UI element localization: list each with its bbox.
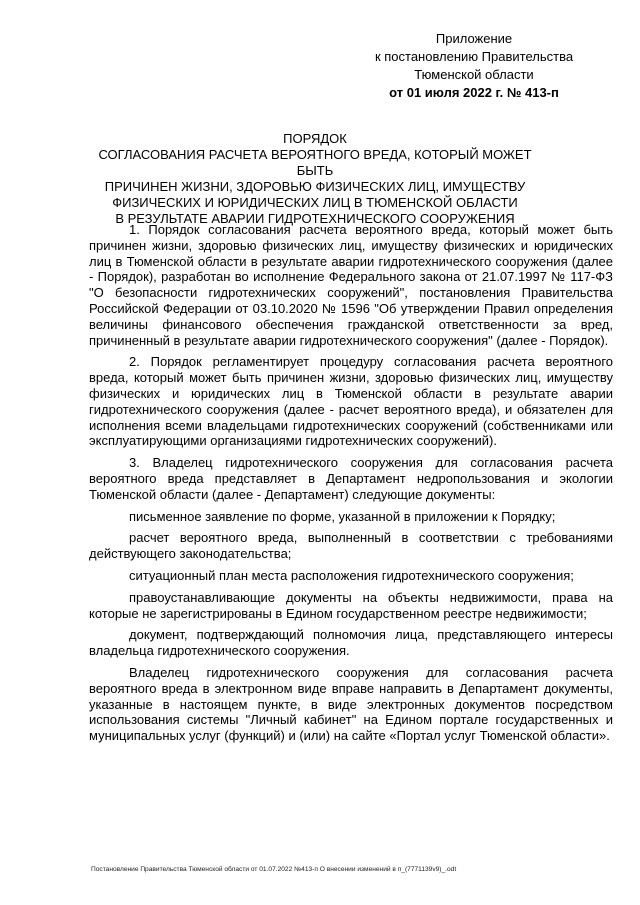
paragraph-3: 3. Владелец гидротехнического сооружения для согласования расчета вероятного вреда представляет в Департамент недропользования и экологии Тюменской области (далее - Департамент) следующие документы: xyxy=(89,455,613,502)
document-list-item: ситуационный план места расположения гидротехнического сооружения; xyxy=(129,567,574,583)
document-body xyxy=(89,222,613,750)
title-line-5: В РЕЗУЛЬТАТЕ АВАРИИ ГИДРОТЕХНИЧЕСКОГО СООРУЖЕНИЯ xyxy=(115,211,515,226)
paragraph-electronic-submission: Владелец гидротехнического сооружения для согласования расчета вероятного вреда в электронном виде вправе направить в Департамент документы, указанные в настоящем пункте, в виде электронных документов посредством использования системы "Личный кабинет" на Едином портале государственных и муниципальных услуг (функций) и (или) на сайте «Портал услуг Тюменской области». xyxy=(89,664,613,744)
title-line-4: ФИЗИЧЕСКИХ И ЮРИДИЧЕСКИХ ЛИЦ В ТЮМЕНСКОЙ ОБЛАСТИ xyxy=(112,195,518,210)
appendix-header xyxy=(354,30,594,102)
document-list-item: письменное заявление по форме, указанной в приложении к Порядку; xyxy=(129,508,556,524)
file-footer: Постановление Правительства Тюменской области от 01.07.2022 №413-п О внесении изменений в п_(7771139v9)_.odt xyxy=(91,866,457,873)
title-line-3: ПРИЧИНЕН ЖИЗНИ, ЗДОРОВЬЮ ФИЗИЧЕСКИХ ЛИЦ, ИМУЩЕСТВУ xyxy=(104,179,526,194)
paragraph-1: 1. Порядок согласования расчета вероятного вреда, который может быть причинен жизни, здоровью физических лиц, имуществу физических и юридических лиц в Тюменской области в результате аварии гидротехнического сооружения (далее - Порядок), разработан во исполнение Федерального закона от 21.07.1997 № 117-ФЗ "О безопасности гидротехнических сооружений", постановления Правительства Российской Федерации от 03.10.2020 № 1596 "Об утверждении Правил определения величины финансового обеспечения гражданской ответственности за вред, причиненный в результате аварии гидротехнического сооружения" (далее - Порядок). xyxy=(89,222,613,348)
document-list-item: документ, подтверждающий полномочия лица, представляющего интересы владельца гидротехнического сооружения. xyxy=(89,627,613,659)
resolution-date-number: от 01 июля 2022 г. № 413-п xyxy=(389,85,559,100)
paragraph-2: 2. Порядок регламентирует процедуру согласования расчета вероятного вреда, который может быть причинен жизни, здоровью физических лиц, имуществу физических и юридических лиц в Тюменской области в результате аварии гидротехнического сооружения (далее - расчет вероятного вреда), и обязателен для исполнения всеми владельцами гидротехнических сооружений (собственниками или эксплуатирующими организациями гидротехнических сооружений). xyxy=(89,354,613,449)
resolution-reference: к постановлению Правительства xyxy=(374,49,574,64)
appendix-label: Приложение xyxy=(435,31,513,46)
title-line-2: СОГЛАСОВАНИЯ РАСЧЕТА ВЕРОЯТНОГО ВРЕДА, КОТОРЫЙ МОЖЕТ БЫТЬ xyxy=(98,147,532,178)
document-title xyxy=(80,131,550,227)
region-name: Тюменской области xyxy=(414,67,534,82)
document-list-item: расчет вероятного вреда, выполненный в соответствии с требованиями действующего законодательства; xyxy=(89,530,613,562)
document-list-item: правоустанавливающие документы на объекты недвижимости, права на которые не зарегистрированы в Едином государственном реестре недвижимости; xyxy=(89,589,613,621)
title-line-1: ПОРЯДОК xyxy=(283,131,347,146)
